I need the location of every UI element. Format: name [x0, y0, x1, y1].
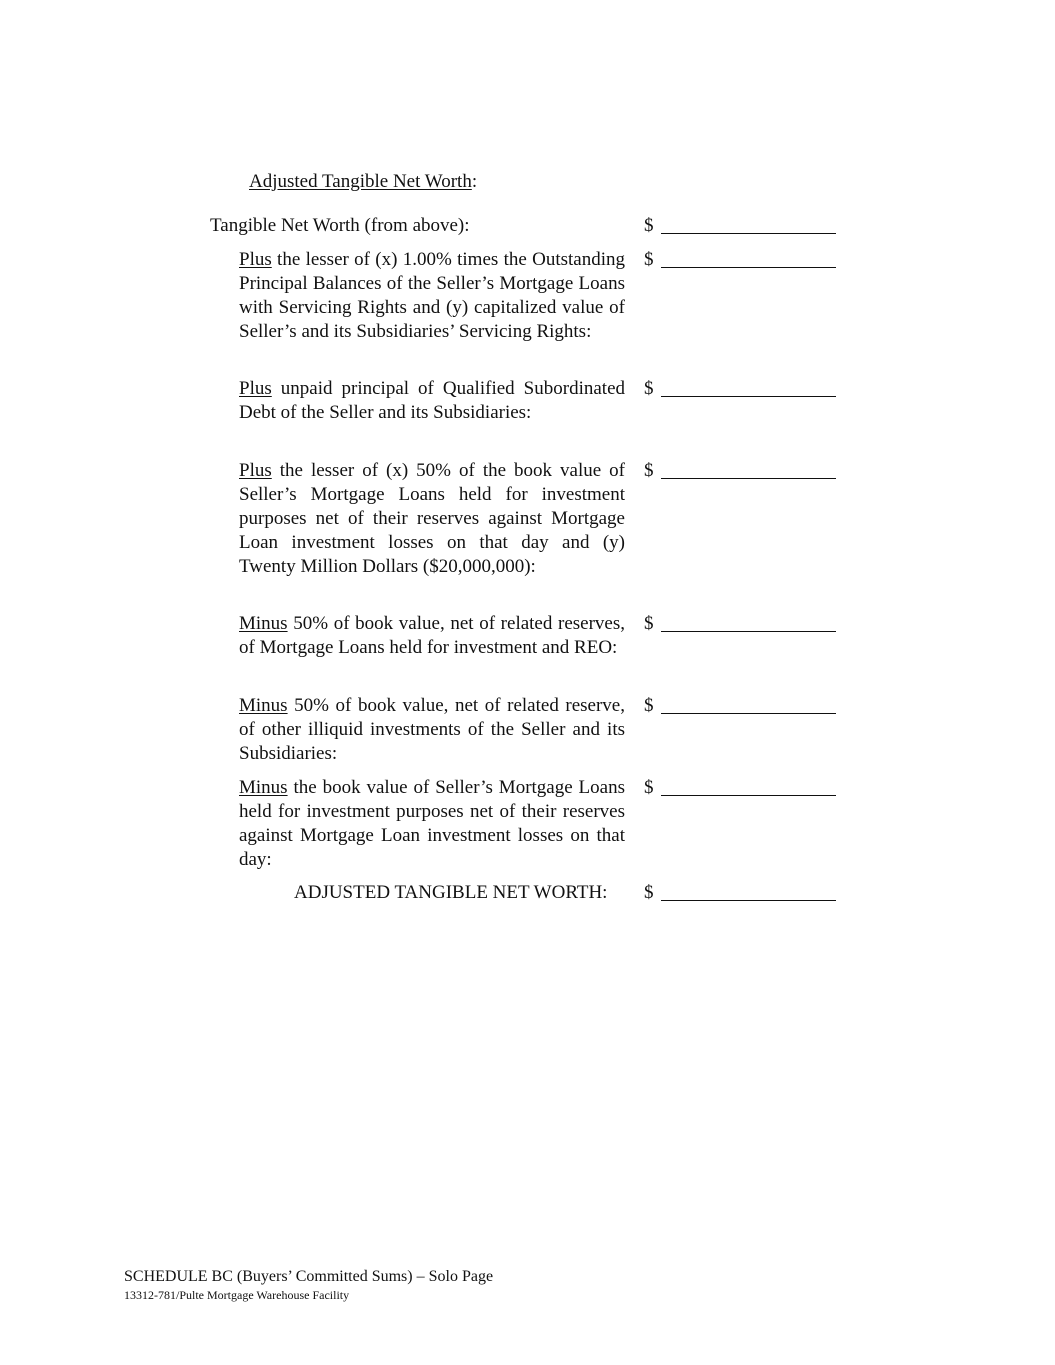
dollar-sign: $	[644, 613, 654, 634]
line-item-plus-servicing-rights	[0, 248, 1055, 368]
dollar-sign: $	[644, 460, 654, 481]
amount-blank-line[interactable]	[661, 631, 836, 632]
line-item-keyword: Minus	[239, 613, 288, 634]
line-item-keyword: Minus	[239, 777, 288, 798]
line-item-text: unpaid principal of Qualified Subordinated Debt of the Seller and its Subsidiaries:	[239, 378, 625, 423]
line-item-plus-subordinated-debt	[0, 377, 1055, 449]
amount-blank-line[interactable]	[661, 267, 836, 268]
line-item-label	[239, 377, 625, 425]
line-item-label	[239, 612, 625, 660]
amount-field[interactable]	[644, 694, 839, 718]
line-item-plus-investment-loans	[0, 459, 1055, 603]
amount-blank-line[interactable]	[661, 900, 836, 901]
dollar-sign: $	[644, 249, 654, 270]
dollar-sign: $	[644, 777, 654, 798]
line-item-tangible-net-worth	[0, 214, 1055, 238]
line-item-text: the lesser of (x) 1.00% times the Outstanding Principal Balances of the Seller’s Mortgage Loans with Servicing Rights and (y) capitalized value of Seller’s and its Subsidiaries’ Servicing Rights:	[239, 249, 625, 342]
line-item-minus-loans-reo	[0, 612, 1055, 684]
line-item-keyword: Plus	[239, 460, 272, 481]
section-title-colon: :	[471, 171, 478, 192]
amount-field[interactable]	[644, 248, 839, 272]
footer-document-id: 13312-781/Pulte Mortgage Warehouse Facility	[124, 1288, 350, 1302]
footer-schedule-title: SCHEDULE BC (Buyers’ Committed Sums) – Solo Page	[124, 1268, 494, 1285]
line-item-text: the lesser of (x) 50% of the book value of Seller’s Mortgage Loans held for investment purposes net of their reserves against Mortgage Loan investment losses on that day and (y) Twenty Million Dollars ($20,000,000):	[239, 460, 625, 577]
line-item-keyword: Plus	[239, 378, 272, 399]
amount-blank-line[interactable]	[661, 396, 836, 397]
line-item-keyword: Minus	[239, 695, 288, 716]
line-item-text: the book value of Seller’s Mortgage Loans held for investment purposes net of their reserves against Mortgage Loan investment losses on that day:	[239, 777, 625, 870]
dollar-sign: $	[644, 882, 654, 903]
amount-field[interactable]	[644, 214, 839, 238]
dollar-sign: $	[644, 695, 654, 716]
amount-field[interactable]	[644, 377, 839, 401]
line-item-label	[239, 694, 625, 766]
line-item-adjusted-total	[0, 881, 1055, 929]
amount-blank-line[interactable]	[661, 713, 836, 714]
line-item-keyword: Plus	[239, 249, 272, 270]
amount-blank-line[interactable]	[661, 233, 836, 234]
amount-blank-line[interactable]	[661, 478, 836, 479]
line-item-minus-investment-loans	[0, 776, 1055, 872]
amount-field[interactable]	[644, 881, 839, 905]
dollar-sign: $	[644, 378, 654, 399]
amount-field[interactable]	[644, 776, 839, 800]
amount-field[interactable]	[644, 612, 839, 636]
line-item-label: ADJUSTED TANGIBLE NET WORTH:	[294, 882, 608, 903]
line-item-label: Tangible Net Worth (from above):	[210, 215, 470, 236]
section-title: Adjusted Tangible Net Worth	[249, 171, 472, 192]
amount-blank-line[interactable]	[661, 795, 836, 796]
line-item-text: 50% of book value, net of related reserves, of Mortgage Loans held for investment and REO:	[239, 613, 625, 658]
line-item-label	[239, 459, 625, 579]
dollar-sign: $	[644, 215, 654, 236]
line-item-text: 50% of book value, net of related reserve, of other illiquid investments of the Seller and its Subsidiaries:	[239, 695, 625, 764]
section-heading	[249, 170, 477, 194]
line-item-label	[239, 776, 625, 872]
amount-field[interactable]	[644, 459, 839, 483]
line-item-minus-illiquid-investments	[0, 694, 1055, 766]
line-item-label	[239, 248, 625, 344]
